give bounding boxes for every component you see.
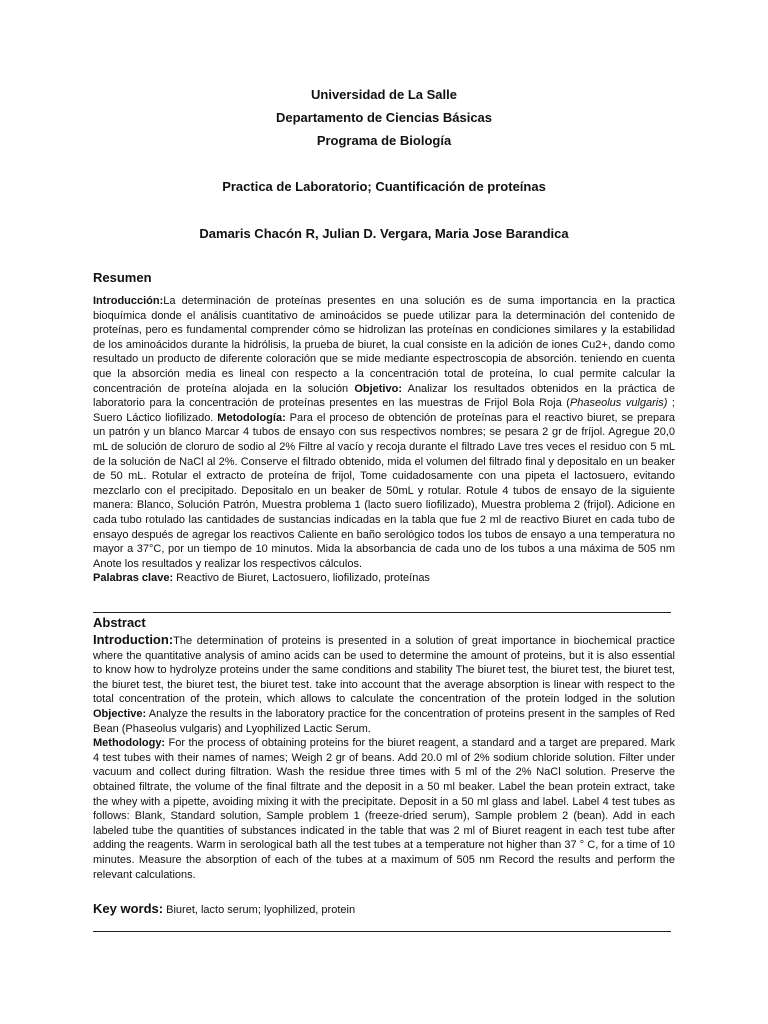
resumen-paragraph xyxy=(93,294,675,586)
abstract-objective-text: Analyze the results in the laboratory practice for the concentration of proteins present in the samples of Red Bean (Phaseolus vulgaris) and Lyophilized Lactic Serum. xyxy=(93,707,675,735)
abstract-method-label: Methodology: xyxy=(93,737,166,750)
author-list: Damaris Chacón R, Julian D. Vergara, Maria Jose Barandica xyxy=(199,226,569,241)
resumen-intro-text: La determinación de proteínas presentes en una solución es de suma importancia en la practica bioquímica donde el análisis cuantitativo de aminoácidos se puede utilizar para la determinación del contenido de proteínas, pero es fundamental comprender cómo se hidrolizan las proteínas en condiciones similares y la estabilidad de los aminoácidos durante la hidrólisis, la prueba de biuret, la cual consiste en la adición de iones Cu2+, dando como resultado un producto de diferente coloración que se mide mediante espectroscopia de absorción. teniendo en cuenta que la absorción media es lineal con respecto a la concentración total de proteína, lo cual permite calcular la concentración de proteína alojada en la solución xyxy=(93,295,675,395)
abstract-method-text: For the process of obtaining proteins for the biuret reagent, a standard and a target are prepared. Mark 4 test tubes with their names of names; Weigh 2 gr of beans. Add 20.0 ml of 2% sodium chloride solution. Filter under vacuum and collect during filtration. Wash the residue three times with 5 ml of the 2% NaCl solution. Preserve the obtained filtrate, the volume of the final filtrate and the deposit in a 50 ml beaker. Label the bean protein extract, take the whey with a pipette, avoiding mixing it with the precipitate. Deposit in a 50 ml glass and label. Label 4 test tubes as follows: Blank, Standard solution, Sample problem 1 (freeze-dried serum), Sample problem 2 (bean). Add in each labeled tube the quantities of substances indicated in the table that was 2 ml of Biuret reagent in each test tube after adding the reagents. Warm in serological bath all the test tubes at a temperature not higher than 37 ° C, for a time of 10 minutes. Measure the absorption of each of the tubes at a maximum of 505 nm Record the results and perform the relevant calculations. xyxy=(93,737,675,881)
section-divider xyxy=(93,612,671,613)
resumen-keywords-label: Palabras clave: xyxy=(93,572,174,585)
abstract-paragraph xyxy=(93,633,675,882)
bottom-divider xyxy=(93,931,671,932)
abstract-intro-label: Introduction: xyxy=(93,632,174,647)
abstract-intro-text: The determination of proteins is presented in a solution of great importance in biochemical practice where the quantitative analysis of amino acids can be used to determine the amount of proteins, but it is also essential to know how to hydrolyze proteins under the same conditions and stability The biuret test, the biuret test, the biuret test, the biuret test, the biuret test, the biuret test. take into account that the average absorption is linear with respect to the total concentration of the protein, which allows to calculate the concentration of the protein lodged in the solution xyxy=(93,635,675,706)
resumen-method-text: Para el proceso de obtención de proteínas para el reactivo biuret, se prepara un patrón y un blanco Marcar 4 tubos de ensayo con sus respectivos nombres; se pesara 2 gr de fríjol. Agregue 20,0 mL de solución de cloruro de sodio al 2% Filtre al vacío y recoja durante el filtrado Lave tres veces el residuo con 5 mL de la solución de NaCl al 2%. Conserve el filtrado obtenido, mida el volumen del filtrado final y depositalo en un beaker de 50 mL. Rotular el extracto de proteína de frijol, Tome cuidadosamente con una pipeta el lactosuero, evitando mezclarlo con el precipitado. Depositalo en un beaker de 50mL y rotular. Rotule 4 tubos de ensayo de la siguiente manera: Blanco, Solución Patrón, Muestra problema 1 (lacto suero liofilizado), Muestra problema 2 (frijol). Adicione en cada tubo rotulado las cantidades de sustancias indicadas en la tabla que fue 2 ml de reactivo Biuret en cada tubo de ensayo después de agregar los reactivos Caliente en baño serológico todos los tubos de ensayo a una temperatura no mayor a 37°C, por un tiempo de 10 minutos. Mida la absorbancia de cada uno de los tubos a una máxima de 505 nm Anote los resultados y realizar los respectivos cálculos. xyxy=(93,411,675,570)
department-name: Departamento de Ciencias Básicas xyxy=(275,110,493,125)
resumen-intro-label: Introducción: xyxy=(93,295,164,307)
abstract-objective-label: Objective: xyxy=(93,707,147,720)
paper-title: Practica de Laboratorio; Cuantificación de proteínas xyxy=(222,179,546,194)
abstract-keywords-label: Key words: xyxy=(93,901,164,916)
resumen-objective-label: Objetivo: xyxy=(354,382,402,395)
resumen-objective-text-2: ; Suero Láctico liofilizado. xyxy=(93,397,675,424)
program-name: Programa de Biología xyxy=(316,133,452,148)
resumen-species-name: Phaseolus vulgaris) xyxy=(569,397,668,410)
resumen-keywords-text: Reactivo de Biuret, Lactosuero, liofilizado, proteínas xyxy=(173,572,430,585)
university-name: Universidad de La Salle xyxy=(311,87,457,102)
resumen-method-label: Metodología: xyxy=(217,411,286,424)
resumen-heading: Resumen xyxy=(93,270,152,285)
abstract-keywords xyxy=(93,902,355,917)
resumen-objective-text-1: Analizar los resultados obtenidos en la práctica de laboratorio para la concentración de proteínas presentes en las muestras de Frijol Bola Roja ( xyxy=(93,382,675,410)
abstract-keywords-text: Biuret, lacto serum; lyophilized, protein xyxy=(163,904,356,916)
abstract-heading: Abstract xyxy=(93,615,146,630)
